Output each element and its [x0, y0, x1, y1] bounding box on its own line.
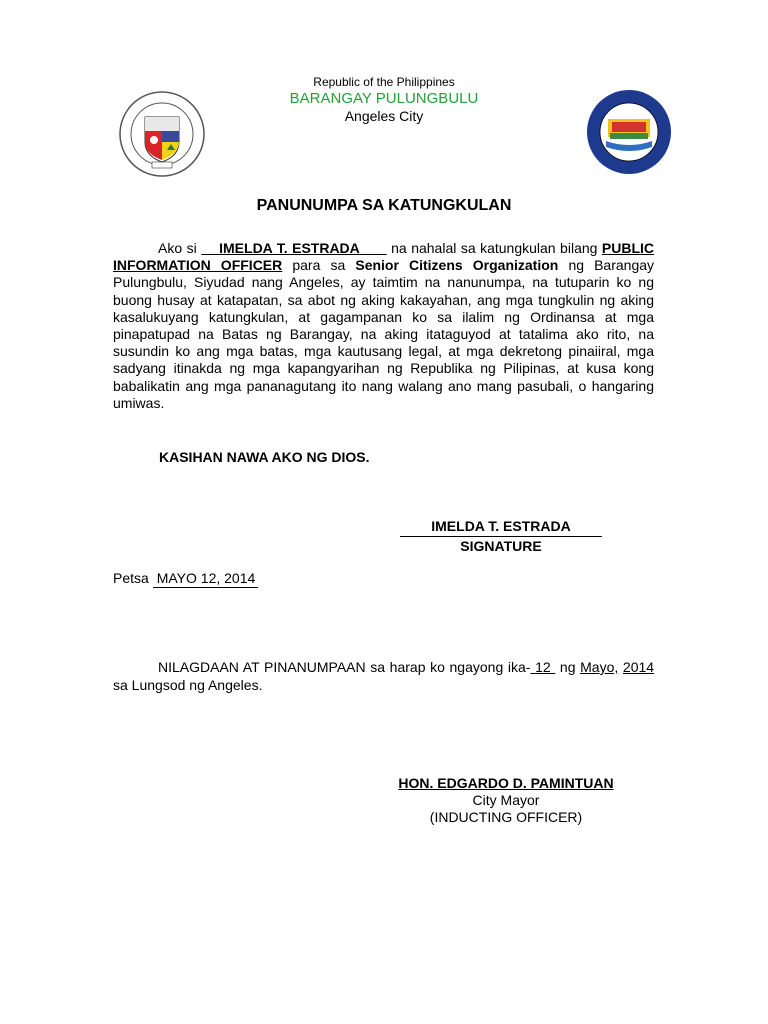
mayor-name: HON. EDGARDO D. PAMINTUAN: [398, 775, 614, 791]
oath-rest-text: ng Barangay Pulungbulu, Siyudad nang Angeles, ay taimtim na nanunumpa, na tutuparin ko ng buong husay at katapatan, sa abot ng aking kakayahan, ang mga tungkulin ng aking kasalukuyang katungkulan, at gagampanan ko sa ilalim ng Ordinansa at mga pinapatupad na Batas ng Barangay, na aking itataguyod at tatalima ako rito, na susundin ko ang mga batas, mga kautusang legal, at mga dekretong pinaiiral, mga sadyang itinakda ng mga kapangyarihan ng Republika ng Pilipinas, at kusa kong babalikatin ang mga pananagutang ito nang walang ano mang pasubali, o hangaring umiwas.: [113, 257, 655, 411]
blessing-text: KASIHAN NAWA AKO NG DIOS.: [159, 449, 370, 465]
city-header: Angeles City: [344, 108, 424, 124]
inducting-officer-block: [376, 775, 636, 826]
signature-block: [400, 518, 602, 555]
signature-label: SIGNATURE: [460, 538, 542, 554]
attestation-month: Mayo,: [580, 659, 619, 675]
republic-header: Republic of the Philippines: [313, 75, 455, 89]
attestation-day: 12: [535, 659, 551, 675]
attestation-end: sa Lungsod ng Angeles.: [113, 677, 263, 693]
attestation-ng: ng: [559, 659, 576, 675]
date-line: [113, 570, 258, 588]
after-name-text: na nahalal sa katungkulan bilang: [391, 240, 598, 256]
mayor-role: (INDUCTING OFFICER): [429, 809, 583, 825]
mayor-title: City Mayor: [472, 792, 540, 808]
signature-name: IMELDA T. ESTRADA: [400, 518, 602, 537]
oath-paragraph: [113, 240, 654, 412]
para-sa-text: para sa: [292, 257, 346, 274]
document-title: PANUNUMPA SA KATUNGKULAN: [256, 197, 512, 214]
ako-si-text: Ako si: [158, 240, 197, 256]
oath-organization: Senior Citizens Organization: [355, 257, 559, 274]
date-label: Petsa: [113, 570, 149, 586]
attestation-paragraph: [113, 658, 654, 694]
attestation-start: NILAGDAAN AT PINANUMPAAN sa harap ko ngayong ika-: [158, 659, 531, 675]
attestation-year: 2014: [622, 659, 655, 675]
oath-name: IMELDA T. ESTRADA: [219, 240, 360, 256]
date-value: MAYO 12, 2014: [153, 570, 259, 588]
barangay-header: BARANGAY PULUNGBULU: [289, 90, 479, 107]
oath-position: PUBLIC INFORMATION OFFICER: [113, 240, 655, 274]
